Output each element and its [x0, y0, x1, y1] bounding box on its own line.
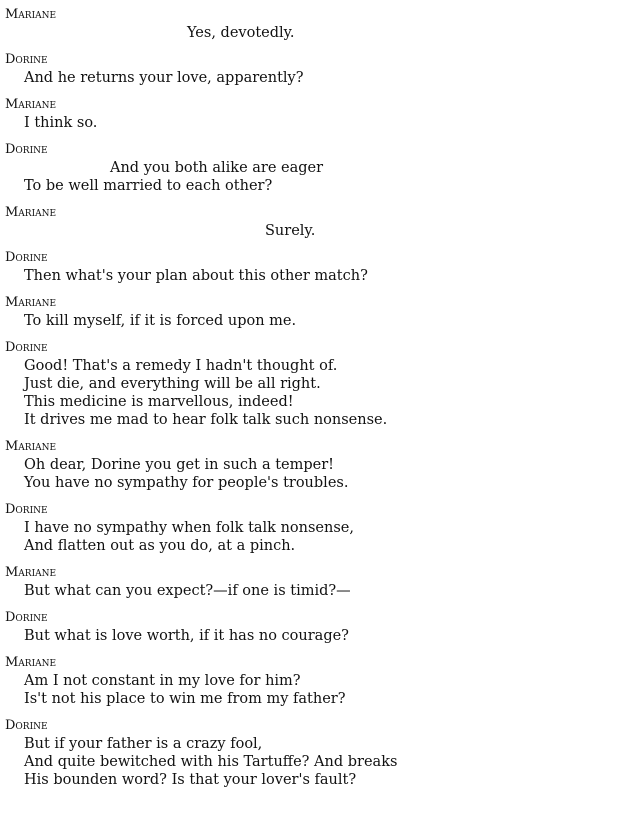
dialogue-line: And quite bewitched with his Tartuffe? And breaks: [24, 754, 398, 770]
dialogue-line: But what is love worth, if it has no courage?: [24, 628, 349, 644]
dialogue-line: Yes, devotedly.: [187, 25, 295, 41]
dialogue-line: I think so.: [24, 115, 98, 131]
dialogue-line: You have no sympathy for people's troubles.: [24, 475, 349, 491]
dialogue-line: Just die, and everything will be all right.: [24, 376, 321, 392]
dialogue-line: Is't not his place to win me from my father?: [24, 691, 346, 707]
dialogue-line: To be well married to each other?: [24, 178, 273, 194]
dialogue-line: I have no sympathy when folk talk nonsense,: [24, 520, 354, 536]
speaker-name: Mariane: [5, 7, 57, 22]
speaker-name: Dorine: [5, 610, 48, 625]
speaker-name: Dorine: [5, 142, 48, 157]
speaker-name: Mariane: [5, 295, 57, 310]
dialogue-line: Surely.: [265, 223, 316, 239]
dialogue-line: Then what's your plan about this other match?: [24, 268, 368, 284]
dialogue-line: And you both alike are eager: [110, 160, 324, 176]
dialogue-line: This medicine is marvellous, indeed!: [24, 394, 294, 410]
dialogue-line: Oh dear, Dorine you get in such a temper!: [24, 457, 334, 473]
speaker-name: Dorine: [5, 718, 48, 733]
speaker-name: Mariane: [5, 205, 57, 220]
speaker-name: Dorine: [5, 250, 48, 265]
dialogue-line: But what can you expect?—if one is timid?—: [24, 583, 351, 599]
speaker-name: Mariane: [5, 655, 57, 670]
speaker-name: Mariane: [5, 565, 57, 580]
dialogue-line: Am I not constant in my love for him?: [24, 673, 301, 689]
speaker-name: Dorine: [5, 52, 48, 67]
speaker-name: Dorine: [5, 340, 48, 355]
dialogue-line: And he returns your love, apparently?: [24, 70, 304, 86]
dialogue-line: His bounden word? Is that your lover's fault?: [24, 772, 357, 788]
dialogue-line: But if your father is a crazy fool,: [24, 736, 263, 752]
speaker-name: Dorine: [5, 502, 48, 517]
dialogue-line: It drives me mad to hear folk talk such nonsense.: [24, 412, 388, 428]
dialogue-line: And flatten out as you do, at a pinch.: [24, 538, 296, 554]
speaker-name: Mariane: [5, 439, 57, 454]
dialogue-line: To kill myself, if it is forced upon me.: [24, 313, 297, 329]
dialogue-line: Good! That's a remedy I hadn't thought of.: [24, 358, 338, 374]
speaker-name: Mariane: [5, 97, 57, 112]
